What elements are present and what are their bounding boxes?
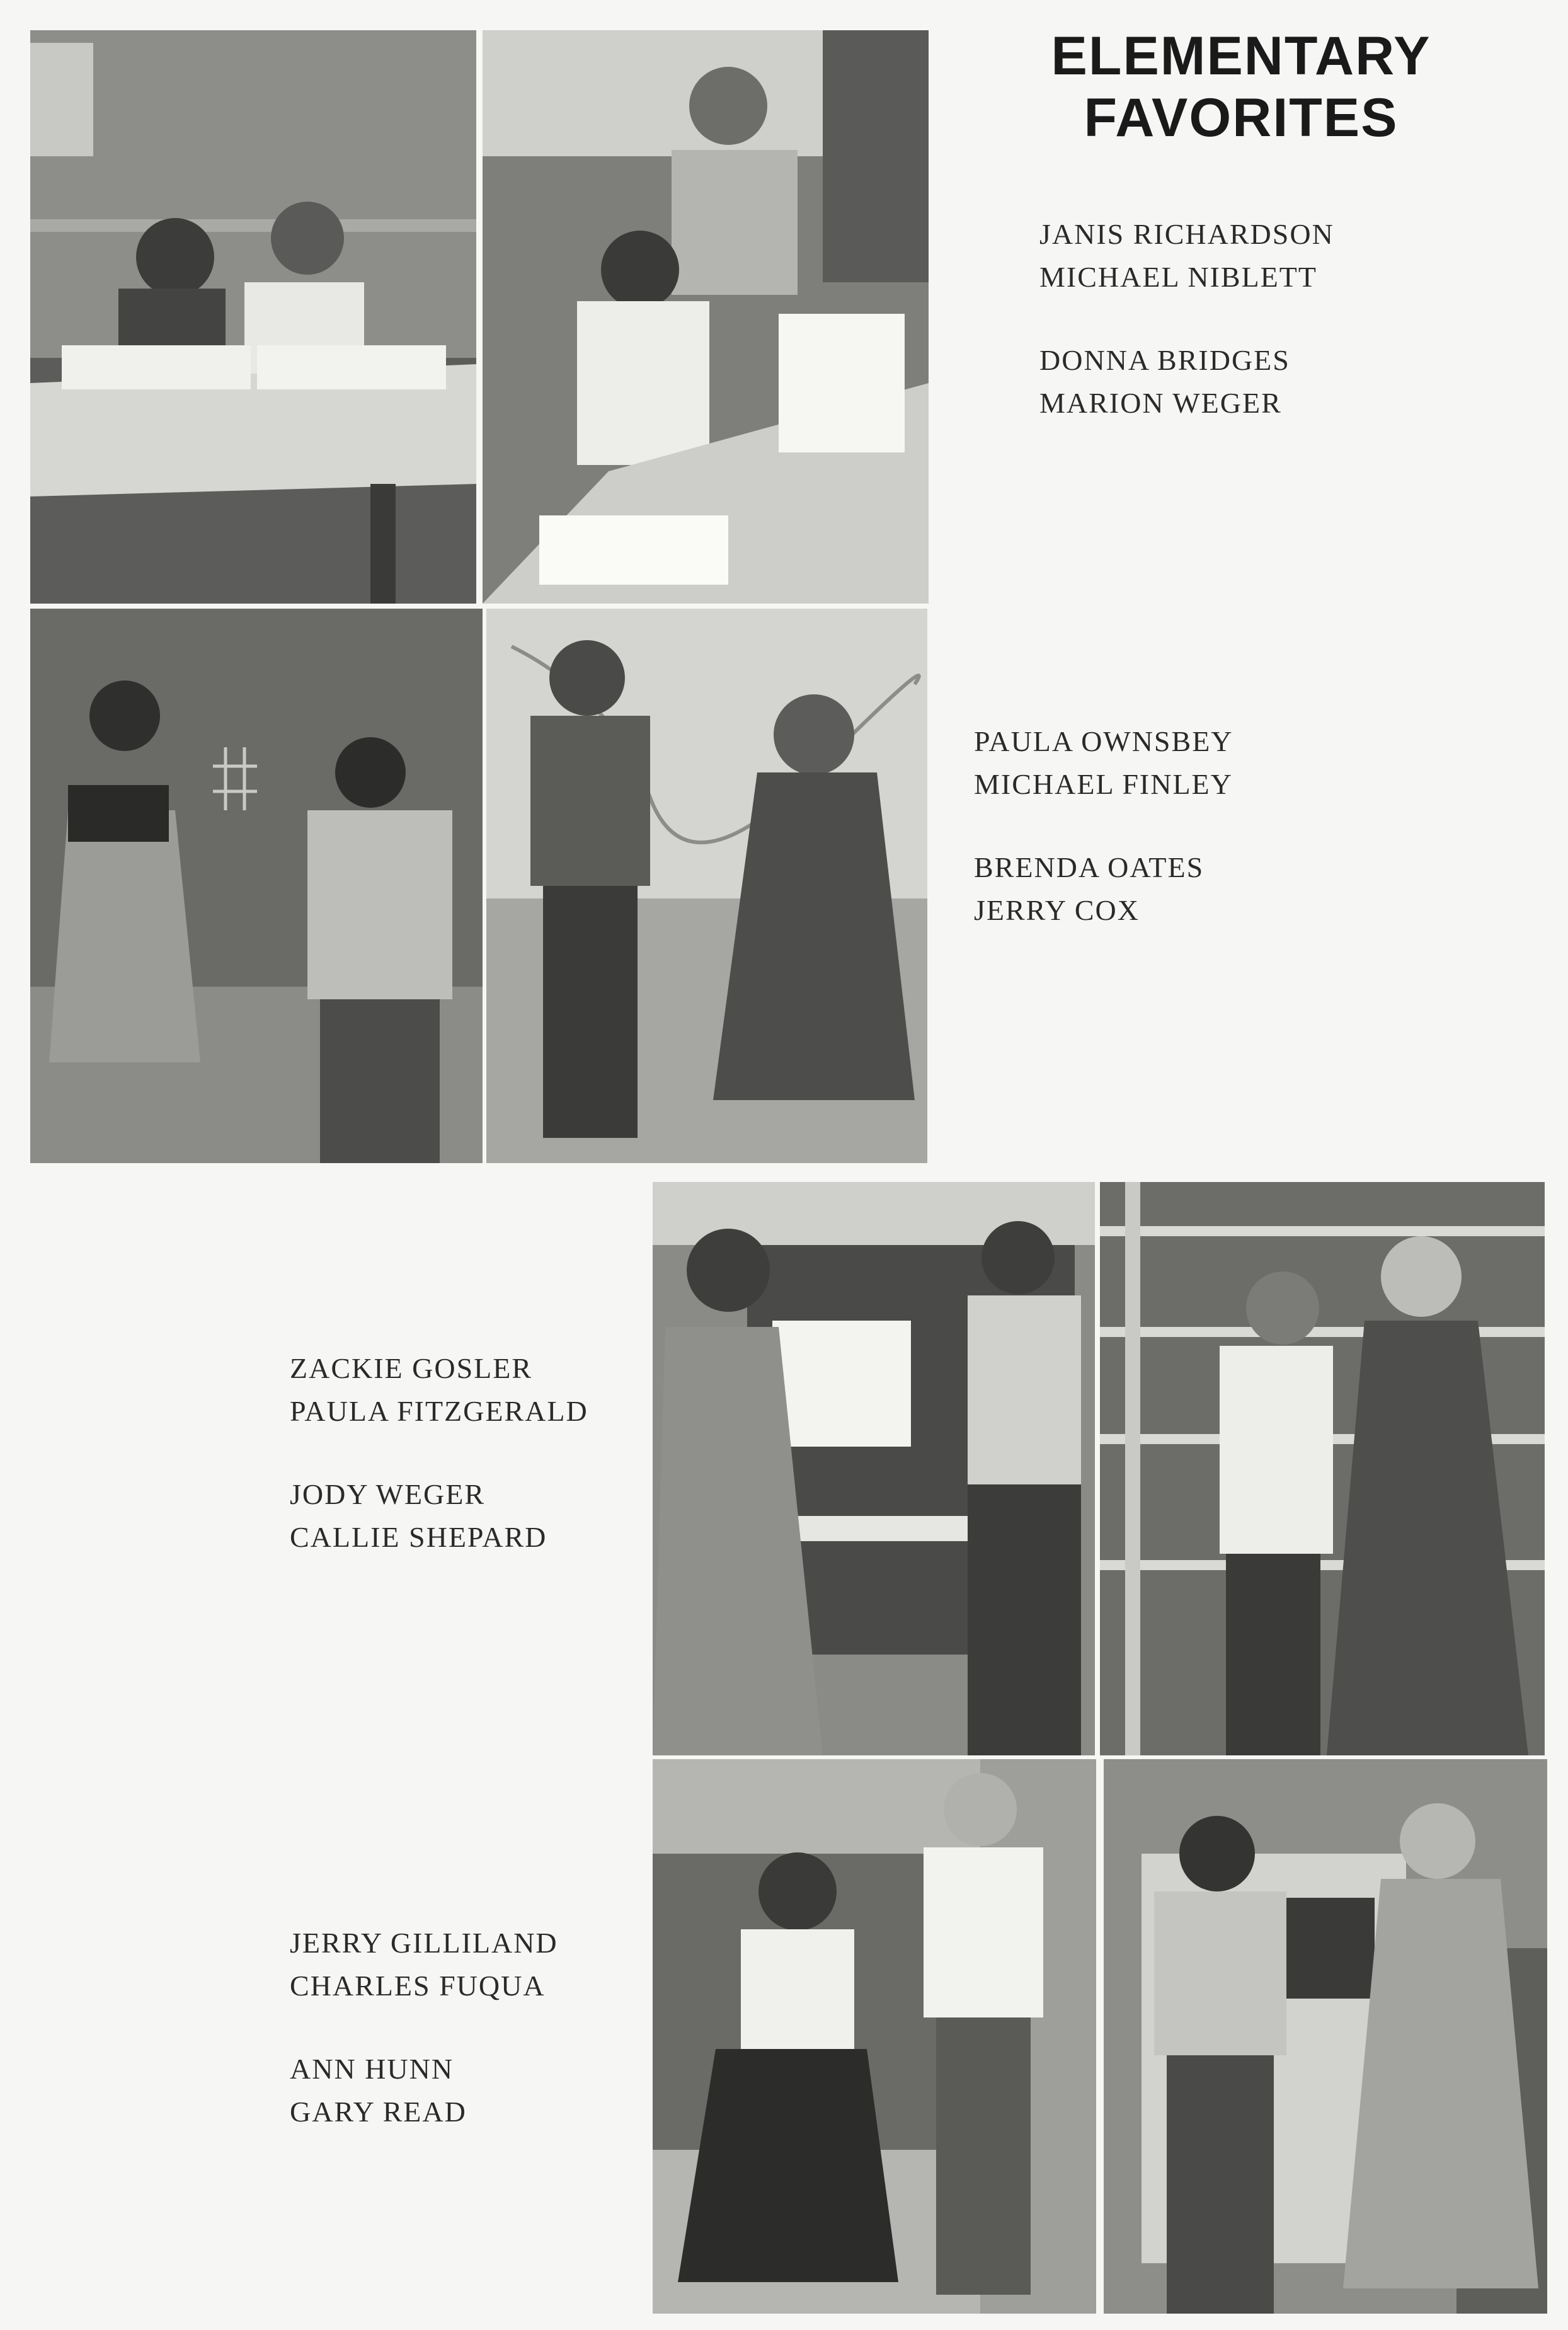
name-2: MICHAEL NIBLETT — [1039, 261, 1317, 293]
photo-desk-writing — [483, 30, 929, 604]
name-1: PAULA OWNSBEY — [974, 725, 1233, 757]
name-3: ANN HUNN — [290, 2053, 454, 2085]
name-4: MARION WEGER — [1039, 387, 1282, 419]
photo-piano — [653, 1182, 1095, 1755]
name-4: CALLIE SHEPARD — [290, 1521, 547, 1553]
photo-map — [486, 609, 927, 1163]
names-group-3 — [290, 1347, 588, 1559]
title-line-2: FAVORITES — [1084, 88, 1399, 148]
photo-chalkboard — [30, 609, 483, 1163]
name-1: JERRY GILLILAND — [290, 1927, 558, 1959]
name-4: JERRY COX — [974, 894, 1140, 926]
page-title — [970, 25, 1512, 149]
name-3: JODY WEGER — [290, 1478, 486, 1510]
name-3: DONNA BRIDGES — [1039, 344, 1290, 376]
title-line-1: ELEMENTARY — [1051, 26, 1431, 86]
name-3: BRENDA OATES — [974, 851, 1205, 883]
photo-soda-bottles — [653, 1759, 1096, 2314]
photo-jukebox — [1104, 1759, 1547, 2314]
names-group-1 — [1039, 213, 1334, 425]
name-4: GARY READ — [290, 2096, 467, 2128]
name-2: CHARLES FUQUA — [290, 1970, 546, 2002]
names-group-2 — [974, 720, 1233, 932]
names-group-4 — [290, 1922, 558, 2133]
photo-library — [1100, 1182, 1545, 1755]
name-2: MICHAEL FINLEY — [974, 768, 1233, 800]
photo-classroom-desk — [30, 30, 476, 604]
name-1: JANIS RICHARDSON — [1039, 218, 1334, 250]
name-1: ZACKIE GOSLER — [290, 1352, 533, 1384]
name-2: PAULA FITZGERALD — [290, 1395, 588, 1427]
